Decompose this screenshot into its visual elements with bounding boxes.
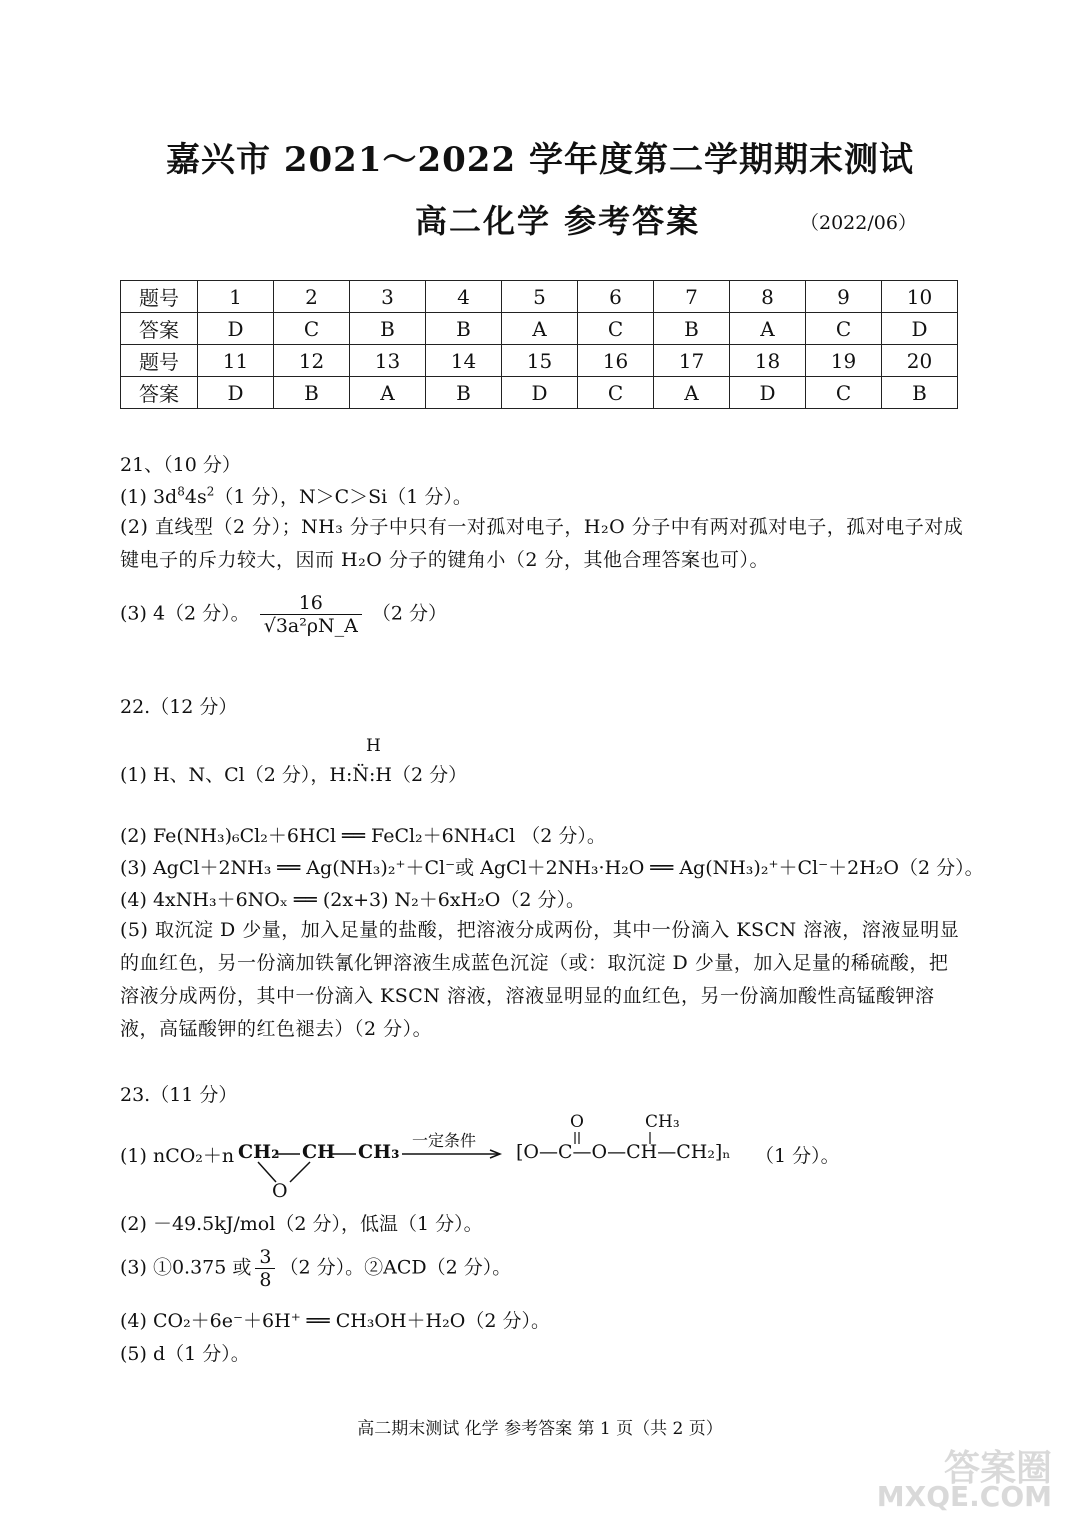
reaction-condition: 一定条件 <box>412 1131 477 1150</box>
answer-cell: B <box>274 377 350 409</box>
question-number: 2 <box>274 281 350 313</box>
q23-heading: 23.（11 分） <box>120 1084 238 1106</box>
answer-cell: B <box>350 313 426 345</box>
row-label: 答案 <box>121 313 198 345</box>
answer-cell: C <box>578 377 654 409</box>
fraction-denominator: √3a²ρN_A <box>263 615 358 637</box>
answer-cell: A <box>502 313 578 345</box>
page-title: 嘉兴市 2021～2022 学年度第二学期期末测试 <box>166 140 914 180</box>
question-number: 19 <box>806 345 882 377</box>
answer-cell: D <box>198 313 274 345</box>
q22-part1-b: （2 分） <box>391 764 468 786</box>
epoxide-ch3: CH₃ <box>358 1141 400 1163</box>
q21-part1-sup1: 8 <box>177 484 185 499</box>
question-number: 15 <box>502 345 578 377</box>
q23-part3-b: （2 分）。②ACD（2 分）。 <box>279 1256 512 1279</box>
document-date: （2022/06） <box>800 212 917 234</box>
lewis-structure: H:N̈:H <box>329 764 392 786</box>
answer-cell: C <box>578 313 654 345</box>
answer-cell: C <box>274 313 350 345</box>
answer-cell: B <box>426 377 502 409</box>
answer-cell: D <box>502 377 578 409</box>
question-number: 3 <box>350 281 426 313</box>
answer-cell: D <box>882 313 958 345</box>
carbonyl-o: O <box>570 1112 584 1132</box>
q21-part1-a: (1) 3d <box>120 486 178 508</box>
answer-cell: B <box>882 377 958 409</box>
fraction-denominator: 8 <box>259 1269 272 1291</box>
question-number: 7 <box>654 281 730 313</box>
q21-part1 <box>120 482 472 509</box>
question-number: 11 <box>198 345 274 377</box>
q21-fraction <box>260 592 362 637</box>
page-subtitle: 高二化学 参考答案 <box>415 202 701 240</box>
q22-part4: (4) 4xNH₃＋6NOₓ ══ (2x+3) N₂＋6xH₂O（2 分）。 <box>120 889 585 911</box>
question-number: 9 <box>806 281 882 313</box>
answer-cell: B <box>654 313 730 345</box>
fraction-numerator: 16 <box>260 592 362 615</box>
table-row <box>121 313 958 345</box>
q23-part2: (2) －49.5kJ/mol（2 分），低温（1 分）。 <box>120 1213 483 1235</box>
q22-heading: 22.（12 分） <box>120 696 238 718</box>
row-label: 题号 <box>121 281 198 313</box>
answer-cell: A <box>350 377 426 409</box>
q21-part2: (2) 直线型（2 分）；NH₃ 分子中只有一对孤对电子，H₂O 分子中有两对孤对电子，孤对电子对成键电子的斥力较大，因而 H₂O 分子的键角小（2 分，其他合理答案也可）。 <box>120 516 964 571</box>
q23-part3 <box>120 1246 511 1291</box>
answer-cell: C <box>806 313 882 345</box>
watermark-url: MXQE.COM <box>876 1480 1052 1513</box>
epoxide-o: O <box>272 1180 288 1202</box>
page-footer: 高二期末测试 化学 参考答案 第 1 页（共 2 页） <box>357 1419 723 1439</box>
q21-part1-sup2: 2 <box>206 484 215 499</box>
question-number: 6 <box>578 281 654 313</box>
answer-cell: A <box>654 377 730 409</box>
q23-part3-a: (3) ①0.375 或 <box>120 1256 252 1279</box>
q21-part1-c: （1 分），N＞C＞Si（1 分）。 <box>214 486 472 508</box>
epoxide-ch: CH <box>302 1141 336 1163</box>
answer-cell: D <box>198 377 274 409</box>
epoxide-bonds <box>230 1140 410 1200</box>
polymer-product: [O—C—O—CH—CH₂]ₙ <box>516 1141 731 1163</box>
q22-part2: (2) Fe(NH₃)₆Cl₂＋6HCl ══ FeCl₂＋6NH₄Cl （2 分）。 <box>120 825 606 847</box>
q23-part5: (5) d（1 分）。 <box>120 1343 250 1365</box>
table-row <box>121 377 958 409</box>
answer-cell: A <box>730 313 806 345</box>
answer-cell: B <box>426 313 502 345</box>
question-number: 1 <box>198 281 274 313</box>
question-number: 10 <box>882 281 958 313</box>
fraction-numerator: 3 <box>255 1246 275 1269</box>
question-number: 5 <box>502 281 578 313</box>
q23-part4: (4) CO₂＋6e⁻＋6H⁺ ══ CH₃OH＋H₂O（2 分）。 <box>120 1310 550 1332</box>
epoxide-ch2: CH₂ <box>238 1141 280 1163</box>
q21-part1-b: 4s <box>184 486 207 508</box>
lewis-top-h: H <box>366 736 381 756</box>
q21-part3-a: (3) 4（2 分）。 <box>120 602 250 625</box>
watermark-logo: 答案圈 <box>943 1448 1052 1489</box>
answer-cell: D <box>730 377 806 409</box>
answer-table <box>120 280 958 409</box>
q21-part3 <box>120 592 447 637</box>
q22-part1 <box>120 760 467 787</box>
q21-part3-b: （2 分） <box>371 602 448 625</box>
methyl-group: CH₃ <box>645 1112 680 1132</box>
q21-heading: 21、（10 分） <box>120 454 241 476</box>
question-number: 4 <box>426 281 502 313</box>
row-label: 答案 <box>121 377 198 409</box>
q23-reaction-prefix: (1) nCO₂＋n <box>120 1145 235 1167</box>
answer-cell: C <box>806 377 882 409</box>
question-number: 13 <box>350 345 426 377</box>
reaction-arrow-icon <box>400 1148 504 1160</box>
question-number: 16 <box>578 345 654 377</box>
question-number: 18 <box>730 345 806 377</box>
row-label: 题号 <box>121 345 198 377</box>
q22-part5: (5) 取沉淀 D 少量，加入足量的盐酸，把溶液分成两份，其中一份滴入 KSCN 溶液，溶液显明显的血红色，另一份滴加铁氰化钾溶液生成蓝色沉淀（或：取沉淀 D 少量，加入足量的稀硫酸，把溶液分成两份，其中一份滴入 KSCN 溶液，溶液显明显的血红色，另一份滴加酸性高锰酸钾溶液，高锰酸钾的红色褪去）（2 分）。 <box>120 919 960 1040</box>
q23-part1-score: （1 分）。 <box>755 1145 840 1167</box>
table-row <box>121 281 958 313</box>
question-number: 8 <box>730 281 806 313</box>
question-number: 20 <box>882 345 958 377</box>
q23-fraction <box>255 1246 275 1291</box>
q22-part3: (3) AgCl＋2NH₃ ══ Ag(NH₃)₂⁺＋Cl⁻或 AgCl＋2NH₃·H₂O ══ Ag(NH₃)₂⁺＋Cl⁻＋2H₂O（2 分）。 <box>120 857 984 879</box>
table-row <box>121 345 958 377</box>
question-number: 17 <box>654 345 730 377</box>
question-number: 12 <box>274 345 350 377</box>
question-number: 14 <box>426 345 502 377</box>
q22-part1-a: (1) H、N、Cl（2 分）， <box>120 764 330 786</box>
